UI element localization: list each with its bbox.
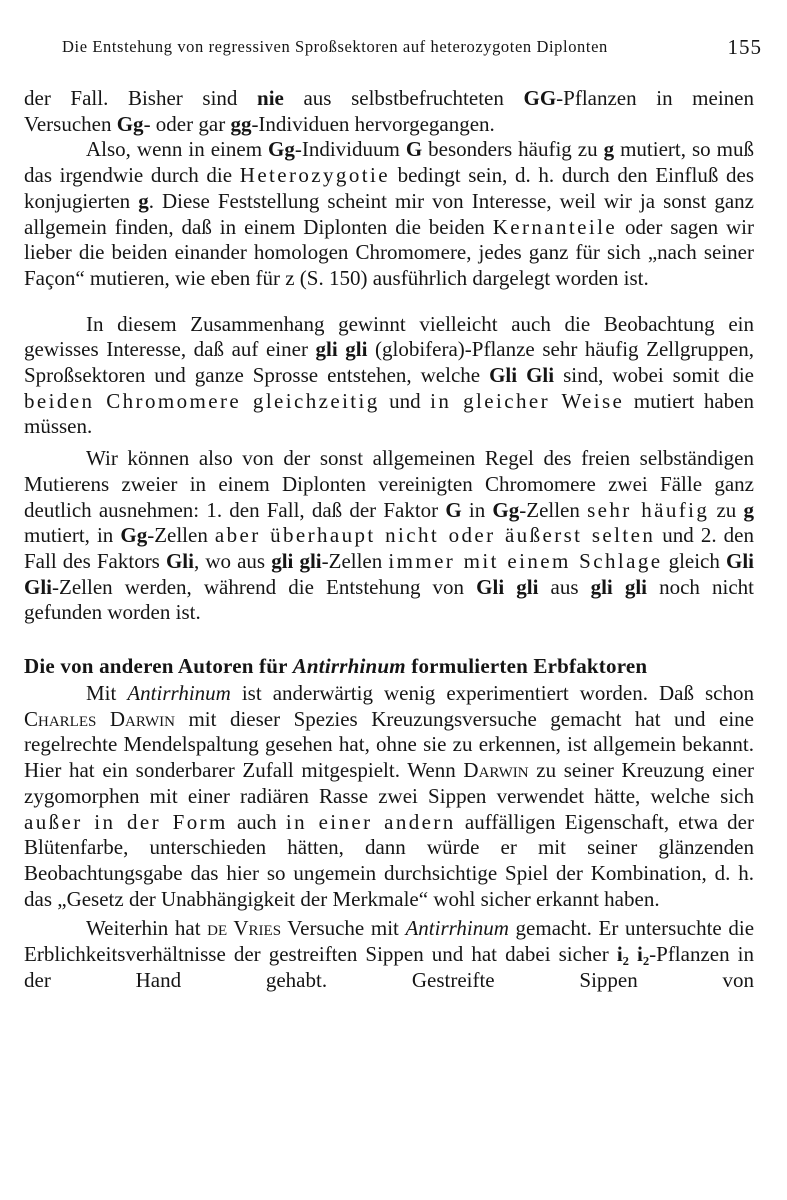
paragraph-4: Wir können also von der sonst allgemeinen Regel des freien selbständigen Mutierens zweier in einem Diplonten vereinigten Chromomere zwei Fälle ganz deutlich ausnehmen: 1. den Fall, daß der Faktor G in Gg-Zellen sehr häufig zu g mutiert, in Gg-Zellen aber überhaupt nicht oder äußerst selten und 2. den Fall des Faktors Gli, wo aus gli gli-Zellen immer mit einem Schlage gleich Gli Gli-Zellen werden, während die Entstehung von Gli gli aus gli gli noch nicht gefunden worden ist.: [24, 446, 754, 625]
page-body: [24, 86, 754, 994]
paragraph-2: Also, wenn in einem Gg-Individuum G besonders häufig zu g mutiert, so muß das irgendwie durch die Heterozygotie bedingt sein, d. h. durch den Einfluß des konjugierten g. Diese Feststellung scheint mir von Interesse, weil wir ja sonst ganz allgemein finden, daß in einem Diplonten die beiden Kernanteile oder sagen wir lieber die beiden einander homologen Chromomere, jedes ganz für sich „nach seiner Façon“ mutieren, wie eben für z (S. 150) ausführlich dargelegt worden ist.: [24, 137, 755, 290]
section-heading: Die von anderen Autoren für Antirrhinum formulierten Erbfaktoren: [24, 654, 648, 679]
paragraph-6: Weiterhin hat de Vries Versuche mit Antirrhinum gemacht. Er untersuchte die Erblichkeitsverhältnisse der gestreiften Sippen und hat dabei sicher i₂ i₂-Pflanzen in der Hand gehabt. Gestreifte Sippen von: [24, 916, 755, 992]
page-number: 155: [727, 35, 762, 59]
paragraph-1-line-2: Versuchen Gg- oder gar gg-Individuen hervorgegangen.: [24, 111, 495, 136]
paragraph-3: In diesem Zusammenhang gewinnt vielleicht auch die Beobachtung ein gewisses Interesse, daß auf einer gli gli (globifera)-Pflanze sehr häufig Zellgruppen, Sproßsektoren und ganze Sprosse entstehen, welche Gli Gli sind, wobei somit die beiden Chromomere gleichzeitig und in gleicher Weise mutiert haben müssen.: [24, 311, 755, 439]
paragraph-5: Mit Antirrhinum ist anderwärtig wenig experimentiert worden. Daß schon Charles Darwin mit dieser Spezies Kreuzungsversuche gemacht hat und eine regelrechte Mendelspaltung gesehen hat, ohne sie zu erkennen, ist allgemein bekannt. Hier hat ein sonderbarer Zufall mitgespielt. Wenn Darwin zu seiner Kreuzung einer zygomorphen mit einer radiären Rasse zwei Sippen verwendet hätte, welche sich außer in der Form auch in einer andern auffälligen Eigenschaft, etwa der Blütenfarbe, unterschieden hätten, dann würde er mit seiner glänzenden Beobachtungsgabe das hier so ungemein durchsichtige Spiel der Kombination, d. h. das „Gesetz der Unabhängigkeit der Merkmale“ wohl sicher erkannt haben.: [24, 681, 754, 911]
page-header: [62, 31, 762, 63]
running-title: Die Entstehung von regressiven Sproßsektoren auf heterozygoten Diplonten: [62, 37, 608, 56]
section-gap: [24, 626, 754, 653]
paragraph-gap: [24, 292, 754, 312]
paragraph-1: der Fall. Bisher sind nie aus selbstbefruchteten GG-Pflanzen in meinen: [24, 86, 754, 110]
